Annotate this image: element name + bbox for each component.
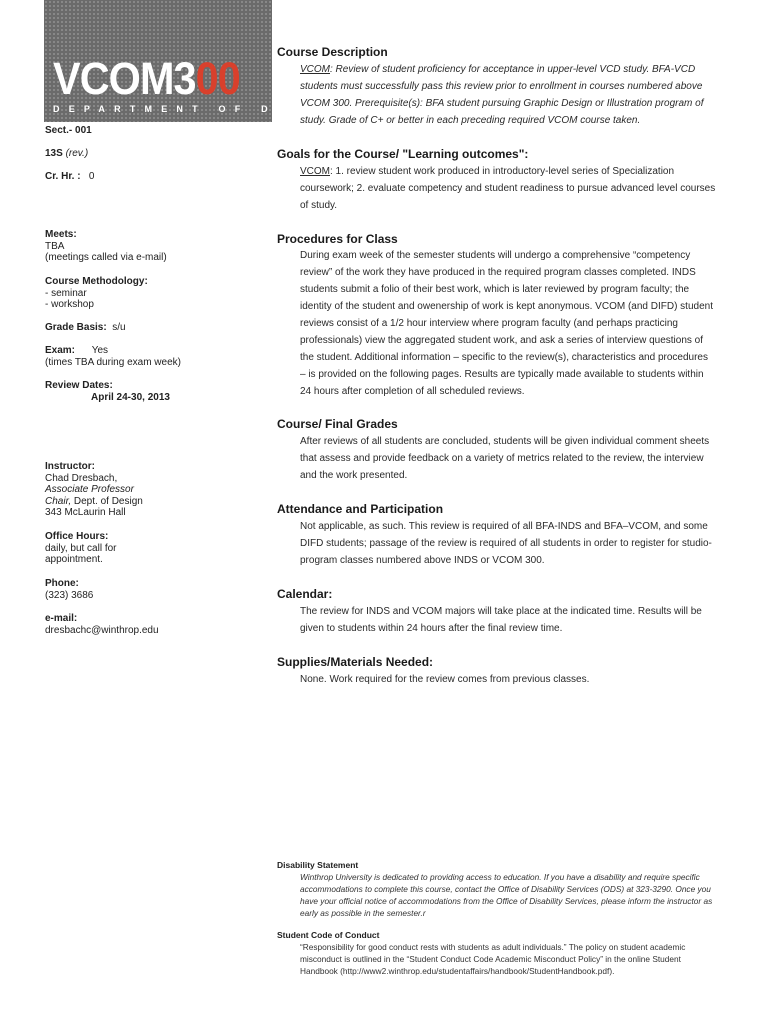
body-line: DIFD students; passage of the review is required of all students in order to register for studio- — [300, 538, 712, 549]
exam-block — [45, 345, 181, 368]
grades-heading: Course/ Final Grades — [277, 417, 398, 431]
grade-basis — [45, 322, 126, 334]
email-block — [45, 613, 159, 636]
body-line: The review for INDS and VCOM majors will take place at the indicated time. Results will be — [300, 606, 702, 617]
body-line: of study. — [300, 200, 338, 211]
logo-wordmark — [53, 53, 240, 104]
supplies-body — [300, 671, 720, 688]
body-line: During exam week of the semester students will undergo a comprehensive “competency — [300, 250, 691, 261]
body-line: and the work presented. — [300, 470, 408, 481]
body-line: Not applicable, as such. This review is required of all BFA-INDS and BFA–VCOM, and some — [300, 521, 708, 532]
logo-department: DEPARTMENT OF DESIGN — [53, 104, 351, 114]
logo-number-accent: 00 — [195, 53, 240, 104]
body-line: that assess and provide feedback on a variety of metrics related to the review, the interview — [300, 453, 704, 464]
instructor-block — [45, 461, 143, 519]
phone-label: Phone: — [45, 578, 79, 589]
office-hours-line: appointment. — [45, 554, 103, 565]
exam-note: (times TBA during exam week) — [45, 356, 181, 368]
methodology-item: - workshop — [45, 299, 94, 310]
body-line: : 1. review student work produced in introductory-level series of Specialization — [330, 166, 675, 177]
methodology-item: - seminar — [45, 287, 87, 299]
footer-line: accommodations to complete this course, contact the Office of Disability Services (ODS) at 323-3290. Once you — [300, 884, 711, 894]
meets-value: TBA — [45, 240, 65, 252]
body-line: coursework; 2. evaluate competency and student readiness to pursue advanced level courses — [300, 183, 716, 194]
body-line: None. Work required for the review comes from previous classes. — [300, 674, 590, 685]
email-label: e-mail: — [45, 613, 78, 624]
goals-body — [300, 163, 720, 214]
footer-line: “Responsibility for good conduct rests with students as adult individuals.” The policy on student academic — [300, 942, 686, 952]
footer-line: early as possible in the semester.r — [300, 908, 426, 918]
footer-line: misconduct is outlined in the “Student Conduct Code Academic Misconduct Policy” in the online Student — [300, 954, 681, 964]
office-hours-label: Office Hours: — [45, 531, 109, 542]
footer-line: Winthrop University is dedicated to providing access to education. If you have a disability and require specific — [300, 872, 700, 882]
body-line: review” of the work they have produced in the required program classes completed. INDS — [300, 267, 696, 278]
credit-hours — [45, 171, 94, 183]
instructor-office: 343 McLaurin Hall — [45, 507, 126, 518]
term-note: (rev.) — [65, 148, 89, 159]
methodology-label: Course Methodology: — [45, 276, 148, 287]
logo-prefix: VCOM3 — [53, 53, 196, 104]
disability-body — [300, 871, 730, 919]
body-line: : Review of student proficiency for acceptance in upper-level VCD study. BFA-VCD — [330, 64, 696, 75]
procedures-heading: Procedures for Class — [277, 232, 398, 246]
footer-line: Handbook (http://www2.winthrop.edu/studentaffairs/handbook/StudentHandbook.pdf). — [300, 966, 615, 976]
phone-value: (323) 3686 — [45, 589, 94, 601]
goals-heading: Goals for the Course/ "Learning outcomes": — [277, 147, 529, 161]
course-description-body — [300, 61, 720, 129]
review-dates-block — [45, 380, 170, 403]
procedures-body — [300, 247, 720, 400]
course-code-link: VCOM — [300, 64, 330, 75]
office-hours-block — [45, 531, 117, 566]
body-line: identity of the student and owenership of work is kept anonymous. VCOM (and DIFD) student — [300, 301, 713, 312]
calendar-heading: Calendar: — [277, 587, 333, 601]
body-line: program classes numbered above INDS or VCOM 300. — [300, 555, 545, 566]
grade-basis-value: s/u — [112, 322, 126, 333]
attendance-body — [300, 518, 720, 569]
footer-line: have your official notice of accommodations from the Office of Disability Services, please inform the instructor as — [300, 896, 713, 906]
body-line: professionals) view the aggregated student work, and ask a series of interview questions of — [300, 335, 703, 346]
course-code-link: VCOM — [300, 166, 330, 177]
term — [45, 148, 88, 160]
instructor-chair: Chair, — [45, 495, 72, 507]
grades-body — [300, 433, 720, 484]
meets-label: Meets: — [45, 229, 77, 240]
disability-heading: Disability Statement — [277, 860, 359, 870]
conduct-body — [300, 941, 730, 977]
methodology-block — [45, 276, 148, 311]
body-line: 24 hours after completion of all scheduled reviews. — [300, 386, 525, 397]
office-hours-line: daily, but call for — [45, 542, 117, 554]
section-number-text: Sect.- 001 — [45, 125, 92, 136]
course-description-heading: Course Description — [277, 45, 388, 59]
body-line: study. Grade of C+ or better in each preceding required VCOM course taken. — [300, 115, 641, 126]
exam-label: Exam: — [45, 345, 76, 356]
phone-block — [45, 578, 93, 601]
exam-value: Yes — [91, 345, 109, 356]
credit-hours-label: Cr. Hr. : — [45, 171, 81, 182]
meets-block — [45, 229, 167, 264]
body-line: VCOM 300. Prerequisite(s): BFA student pursuing Graphic Design or Illustration program of — [300, 98, 704, 109]
body-line: the student. Additional information – specific to the review(s), characteristics and procedures — [300, 352, 708, 363]
instructor-title: Associate Professor — [45, 484, 134, 495]
supplies-heading: Supplies/Materials Needed: — [277, 655, 434, 669]
instructor-label: Instructor: — [45, 461, 95, 472]
body-line: given to students within 24 hours after the final review time. — [300, 623, 563, 634]
body-line: students submit a folio of their best work, which is later reviewed by program faculty; the — [300, 284, 690, 295]
calendar-body — [300, 603, 720, 637]
body-line: – is provided on the following pages. Results are typically made available to students within — [300, 369, 704, 380]
credit-hours-value: 0 — [88, 171, 95, 182]
body-line: students must successfully pass this review prior to enrollment in courses numbered above — [300, 81, 703, 92]
instructor-dept: Dept. of Design — [71, 495, 143, 507]
instructor-name: Chad Dresbach, — [45, 472, 118, 484]
meets-note: (meetings called via e-mail) — [45, 252, 167, 263]
conduct-heading: Student Code of Conduct — [277, 930, 380, 940]
email-link[interactable]: dresbachc@winthrop.edu — [45, 624, 159, 636]
attendance-heading: Attendance and Participation — [277, 502, 444, 516]
body-line: After reviews of all students are concluded, students will be given individual comment sheets — [300, 436, 710, 447]
review-dates-label: Review Dates: — [45, 380, 113, 391]
grade-basis-label: Grade Basis: — [45, 322, 107, 333]
section-number — [45, 125, 92, 137]
body-line: reviews consist of a 1/2 hour interview where program faculty (and perhaps practicing — [300, 318, 678, 329]
term-text: 13S — [45, 148, 63, 159]
review-dates-value: April 24-30, 2013 — [91, 391, 170, 403]
